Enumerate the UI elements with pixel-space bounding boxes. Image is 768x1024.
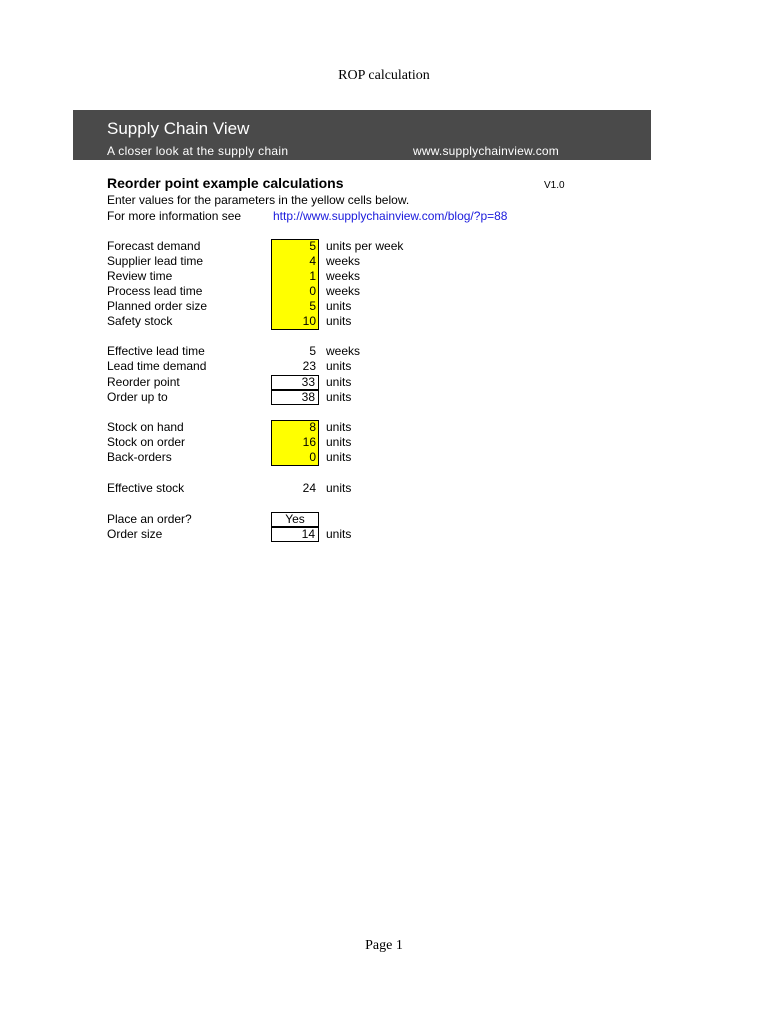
row-label: Review time (107, 269, 173, 283)
row-label: Order up to (107, 390, 168, 404)
unit-label: units (326, 375, 352, 389)
row-label: Forecast demand (107, 239, 201, 253)
input-cell-stock-on-order[interactable]: 16 (271, 435, 319, 450)
row-label: Supplier lead time (107, 254, 204, 268)
version-label: V1.0 (544, 180, 565, 191)
row-label: Effective lead time (107, 344, 205, 358)
input-cell-process-lead-time[interactable]: 0 (271, 284, 319, 299)
input-cell-planned-order-size[interactable]: 5 (271, 299, 319, 314)
banner-title: Supply Chain View (107, 119, 250, 138)
row-order-up-to (107, 390, 567, 405)
unit-label: units per week (326, 239, 404, 253)
unit-label: units (326, 527, 352, 541)
row-lead-time-demand (107, 359, 567, 374)
row-back-orders (107, 450, 567, 465)
more-info-label: For more information see (107, 209, 242, 223)
instructions-text: Enter values for the parameters in the yellow cells below. (107, 193, 410, 207)
row-effective-stock (107, 481, 567, 496)
sheet-title: Reorder point example calculations (107, 175, 344, 191)
row-label: Stock on order (107, 435, 186, 449)
row-label: Back-orders (107, 450, 172, 464)
row-process-lead-time (107, 284, 567, 299)
value-cell-effective-stock: 24 (302, 481, 316, 495)
row-label: Order size (107, 527, 163, 541)
value-cell-place-an-order: Yes (271, 512, 319, 527)
row-order-size (107, 527, 567, 542)
row-planned-order-size (107, 299, 567, 314)
page-header: ROP calculation (338, 68, 430, 83)
row-label: Effective stock (107, 481, 185, 495)
unit-label: units (326, 314, 352, 328)
row-effective-lead-time (107, 344, 567, 359)
value-cell-reorder-point: 33 (271, 375, 319, 390)
row-label: Place an order? (107, 512, 192, 526)
input-cell-stock-on-hand[interactable]: 8 (271, 420, 319, 435)
row-reorder-point (107, 375, 567, 390)
unit-label: units (326, 299, 352, 313)
value-cell-effective-lead-time: 5 (309, 344, 316, 358)
row-label: Reorder point (107, 375, 180, 389)
row-label: Lead time demand (107, 359, 207, 373)
more-info-link[interactable]: http://www.supplychainview.com/blog/?p=88 (273, 209, 508, 223)
input-cell-forecast-demand[interactable]: 5 (271, 239, 319, 254)
unit-label: units (326, 450, 352, 464)
row-stock-on-hand (107, 420, 567, 435)
unit-label: weeks (326, 344, 361, 358)
input-cell-back-orders[interactable]: 0 (271, 450, 319, 465)
row-forecast-demand (107, 239, 567, 254)
row-place-an-order (107, 512, 567, 527)
unit-label: units (326, 390, 352, 404)
row-label: Planned order size (107, 299, 208, 313)
unit-label: units (326, 359, 352, 373)
row-review-time (107, 269, 567, 284)
row-label: Stock on hand (107, 420, 184, 434)
row-label: Process lead time (107, 284, 203, 298)
unit-label: units (326, 481, 352, 495)
unit-label: units (326, 420, 352, 434)
value-cell-order-size: 14 (271, 527, 319, 542)
unit-label: weeks (326, 284, 361, 298)
row-safety-stock (107, 314, 567, 329)
value-cell-order-up-to: 38 (271, 390, 319, 405)
unit-label: weeks (326, 254, 361, 268)
row-stock-on-order (107, 435, 567, 450)
banner (73, 110, 651, 160)
input-cell-supplier-lead-time[interactable]: 4 (271, 254, 319, 269)
input-cell-safety-stock[interactable]: 10 (271, 314, 319, 329)
value-cell-lead-time-demand: 23 (302, 359, 316, 373)
banner-url[interactable]: www.supplychainview.com (413, 144, 559, 158)
input-cell-review-time[interactable]: 1 (271, 269, 319, 284)
row-label: Safety stock (107, 314, 173, 328)
unit-label: weeks (326, 269, 361, 283)
banner-tagline: A closer look at the supply chain (107, 144, 289, 158)
unit-label: units (326, 435, 352, 449)
row-supplier-lead-time (107, 254, 567, 269)
page-footer: Page 1 (365, 938, 403, 953)
